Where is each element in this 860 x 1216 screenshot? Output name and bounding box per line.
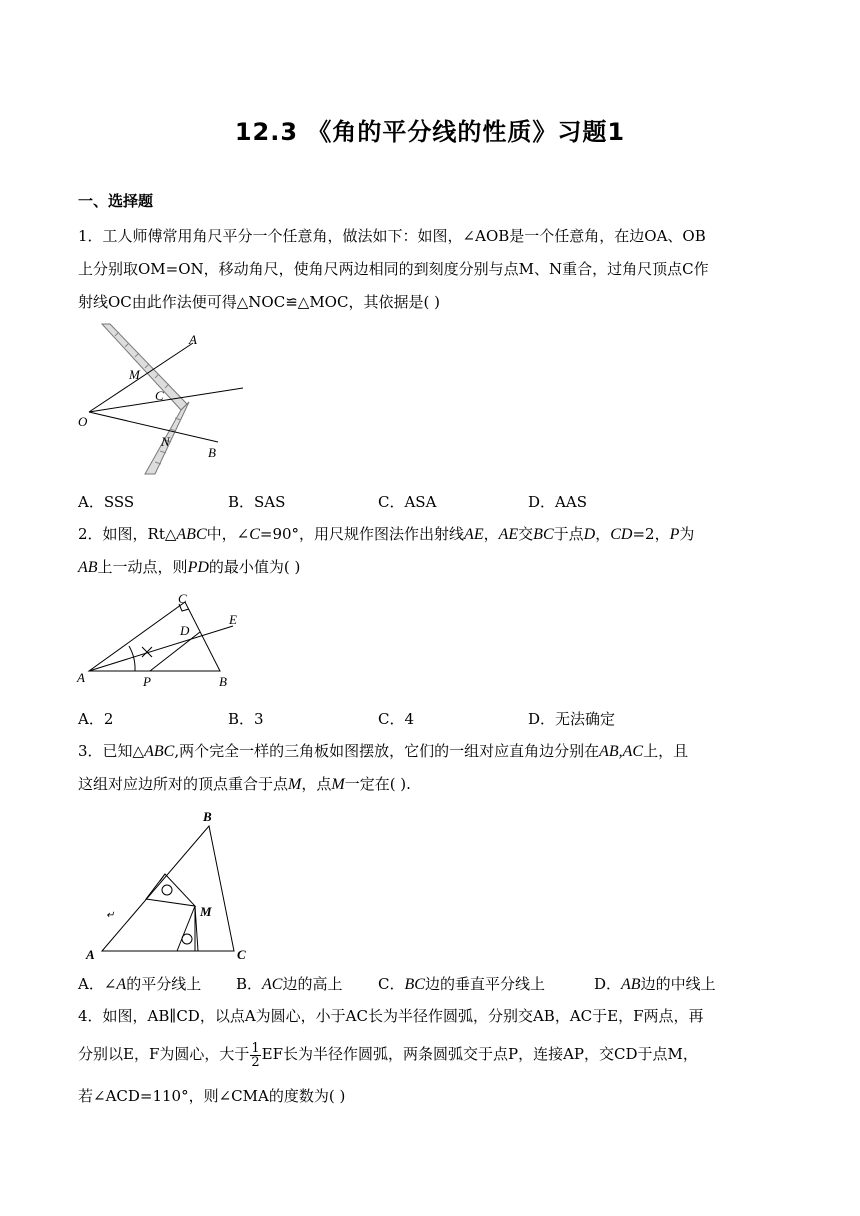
label-A: A	[189, 332, 197, 347]
q2-var: AE	[498, 526, 519, 543]
q2-text: ，	[483, 525, 499, 543]
fraction-denominator: 2	[251, 1054, 260, 1070]
segment-PD	[150, 632, 200, 671]
q2-option-b: B．3	[228, 710, 264, 728]
q2-line1	[78, 524, 694, 545]
label-B: B	[208, 445, 216, 460]
label-A: A	[77, 670, 85, 685]
q2-text: 2．如图，Rt△	[78, 525, 177, 543]
q3-text: 这组对应边所对的顶点重合于点	[78, 775, 289, 793]
q4-line1: 4．如图，AB∥CD，以点A为圆心，小于AC长为半径作圆弧，分别交AB，AC于E，F两点，再	[78, 1007, 704, 1025]
q3-figure	[82, 806, 257, 966]
q2-var: AE	[464, 526, 484, 543]
label-P: P	[143, 674, 151, 689]
option-text: 边的高上	[282, 975, 343, 993]
q3-option-c	[378, 973, 545, 994]
option-text: 边的垂直平分线上	[424, 975, 545, 993]
q2-var: PD	[187, 559, 209, 576]
label-B: B	[219, 674, 227, 689]
q2-text: 的最小值为( )	[208, 558, 301, 576]
q2-text: ，	[595, 525, 611, 543]
fraction-one-half	[250, 1042, 260, 1069]
q3-option-a	[78, 973, 201, 994]
q2-text: =90°，用尺规作图法作出射线	[259, 525, 465, 543]
q2-text: =2，	[632, 525, 670, 543]
label-B: B	[203, 809, 212, 824]
q1-line1: 1．工人师傅常用角尺平分一个任意角，做法如下：如图，∠AOB是一个任意角，在边OA、OB	[78, 227, 706, 245]
fraction-numerator: 1	[251, 1040, 260, 1056]
q2-option-d: D．无法确定	[528, 710, 616, 728]
q3-var: ABC	[144, 743, 175, 760]
label-A: A	[86, 947, 95, 962]
ray-AE	[89, 626, 233, 671]
q3-line1	[78, 741, 688, 762]
q2-text: 交	[518, 525, 534, 543]
q3-text: 上，且	[643, 742, 689, 760]
option-text: 边的中线上	[640, 975, 716, 993]
label-C: C	[237, 947, 246, 962]
q3-line2	[78, 774, 411, 795]
label-D: D	[180, 623, 190, 638]
q2-var: CD	[610, 526, 633, 543]
q1-figure	[75, 322, 250, 482]
q4-text: 分别以E，F为圆心，大于	[78, 1045, 250, 1063]
q4-line2	[78, 1038, 698, 1070]
option-var: A	[116, 976, 127, 993]
option-text: C．	[378, 975, 405, 993]
q2-text: 中，∠	[206, 525, 250, 543]
q2-option-a: A．2	[78, 710, 114, 728]
option-text: A．∠	[78, 975, 117, 993]
q2-var: D	[583, 526, 596, 543]
q1-line3: 射线OC由此作法便可得△NOC≌△MOC，其依据是( )	[78, 293, 440, 311]
q2-var: BC	[533, 526, 554, 543]
label-O: O	[78, 414, 88, 429]
label-M: M	[200, 904, 212, 919]
option-var: BC	[404, 976, 425, 993]
q1-option-b: B．SAS	[228, 493, 286, 511]
set-square-upper	[146, 874, 195, 906]
option-var: AB	[621, 976, 641, 993]
return-mark: ↵	[106, 910, 115, 921]
q2-text: 上一动点，则	[97, 558, 188, 576]
label-C: C	[155, 388, 164, 403]
q3-var: AB,AC	[599, 743, 644, 760]
page-title: 12.3 《角的平分线的性质》习题1	[234, 118, 626, 146]
q3-text: ,两个完全一样的三角板如图摆放，它们的一组对应直角边分别在	[174, 742, 600, 760]
q2-var: ABC	[176, 526, 207, 543]
ray-OB	[89, 412, 218, 442]
set-square-hole	[162, 885, 172, 895]
q1-option-a: A．SSS	[78, 493, 135, 511]
label-C: C	[178, 591, 187, 606]
q3-option-d	[594, 973, 716, 994]
q2-var: P	[669, 526, 680, 543]
q4-text: EF长为半径作圆弧，两条圆弧交于点P，连接AP，交CD于点M，	[261, 1045, 698, 1063]
label-M: M	[129, 367, 140, 382]
option-text: 的平分线上	[126, 975, 202, 993]
q1-option-d: D．AAS	[528, 493, 587, 511]
q2-var: C	[249, 526, 260, 543]
q3-var: M	[288, 776, 302, 793]
q1-line2: 上分别取OM=ON，移动角尺，使角尺两边相同的到刻度分别与点M、N重合，过角尺顶点C作	[78, 260, 709, 278]
q3-text: ，点	[301, 775, 332, 793]
option-var: AC	[262, 976, 283, 993]
q1-option-c: C．ASA	[378, 493, 437, 511]
q3-option-b	[236, 973, 343, 994]
q2-line2	[78, 557, 300, 578]
set-square-hole	[182, 934, 192, 944]
q2-text: 于点	[553, 525, 584, 543]
q2-var: AB	[78, 559, 98, 576]
label-N: N	[161, 434, 170, 449]
set-square-ruler	[102, 324, 189, 474]
q3-text: 一定在( ).	[344, 775, 411, 793]
q2-figure	[75, 590, 250, 690]
q2-text: 为	[679, 525, 695, 543]
q3-text: 3．已知△	[78, 742, 145, 760]
section-heading: 一、选择题	[78, 192, 154, 210]
label-E: E	[229, 612, 237, 627]
q2-option-c: C．4	[378, 710, 415, 728]
option-text: B．	[236, 975, 263, 993]
q4-line3: 若∠ACD=110°，则∠CMA的度数为( )	[78, 1087, 346, 1105]
q3-var: M	[331, 776, 345, 793]
triangle-ABC	[102, 826, 234, 951]
option-text: D．	[594, 975, 622, 993]
